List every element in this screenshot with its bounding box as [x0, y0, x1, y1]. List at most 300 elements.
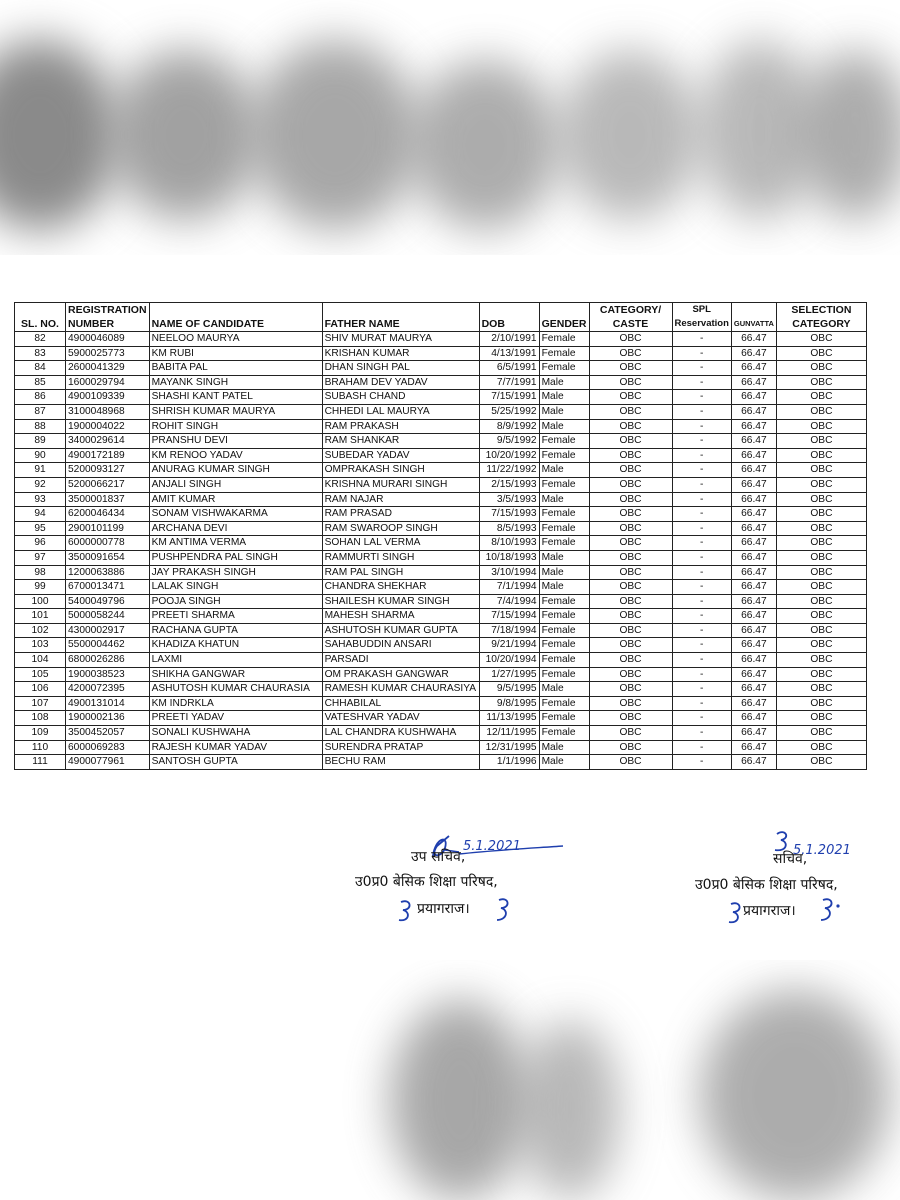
cell-gunvatta: 66.47 — [731, 565, 776, 580]
cell-dob: 9/21/1994 — [479, 638, 539, 653]
cell-selection-category: OBC — [776, 434, 866, 449]
cell-category: OBC — [589, 696, 672, 711]
cell-spl-reservation: - — [672, 434, 731, 449]
cell-spl-reservation: - — [672, 653, 731, 668]
cell-gender: Male — [539, 740, 589, 755]
cell-gunvatta: 66.47 — [731, 492, 776, 507]
col-name-of-candidate: NAME OF CANDIDATE — [149, 303, 322, 332]
cell-dob: 8/5/1993 — [479, 521, 539, 536]
cell-father-name: SOHAN LAL VERMA — [322, 536, 479, 551]
cell-dob: 2/15/1993 — [479, 477, 539, 492]
cell-selection-category: OBC — [776, 404, 866, 419]
cell-selection-category: OBC — [776, 477, 866, 492]
cell-spl-reservation: - — [672, 682, 731, 697]
cell-gunvatta: 66.47 — [731, 623, 776, 638]
cell-selection-category: OBC — [776, 740, 866, 755]
cell-spl-reservation: - — [672, 623, 731, 638]
cell-gunvatta: 66.47 — [731, 726, 776, 741]
cell-selection-category: OBC — [776, 492, 866, 507]
col-gunvatta: GUNVATTA — [731, 303, 776, 332]
col-category-caste: CATEGORY/ CASTE — [589, 303, 672, 332]
table-row — [15, 361, 867, 376]
table-row — [15, 448, 867, 463]
table-row — [15, 653, 867, 668]
cell-father-name: RAM SWAROOP SINGH — [322, 521, 479, 536]
cell-category: OBC — [589, 390, 672, 405]
cell-registration-number: 4900109339 — [66, 390, 150, 405]
cell-category: OBC — [589, 361, 672, 376]
cell-father-name: KRISHAN KUMAR — [322, 346, 479, 361]
cell-spl-reservation: - — [672, 375, 731, 390]
cell-candidate-name: SONAM VISHWAKARMA — [149, 507, 322, 522]
cell-selection-category: OBC — [776, 332, 866, 347]
cell-registration-number: 3500091654 — [66, 550, 150, 565]
table-row — [15, 419, 867, 434]
cell-spl-reservation: - — [672, 565, 731, 580]
cell-gender: Female — [539, 696, 589, 711]
cell-registration-number: 6000069283 — [66, 740, 150, 755]
cell-spl-reservation: - — [672, 580, 731, 595]
cell-selection-category: OBC — [776, 361, 866, 376]
cell-selection-category: OBC — [776, 682, 866, 697]
cell-gunvatta: 66.47 — [731, 711, 776, 726]
cell-candidate-name: BABITA PAL — [149, 361, 322, 376]
cell-candidate-name: SHASHI KANT PATEL — [149, 390, 322, 405]
col-registration-number: REGISTRATION NUMBER — [66, 303, 150, 332]
cell-gunvatta: 66.47 — [731, 434, 776, 449]
cell-candidate-name: KM INDRKLA — [149, 696, 322, 711]
cell-gender: Female — [539, 623, 589, 638]
cell-sl-no: 109 — [15, 726, 66, 741]
cell-candidate-name: ROHIT SINGH — [149, 419, 322, 434]
cell-dob: 1/1/1996 — [479, 755, 539, 770]
cell-father-name: ASHUTOSH KUMAR GUPTA — [322, 623, 479, 638]
cell-gender: Female — [539, 594, 589, 609]
cell-spl-reservation: - — [672, 361, 731, 376]
cell-spl-reservation: - — [672, 667, 731, 682]
cell-candidate-name: ASHUTOSH KUMAR CHAURASIA — [149, 682, 322, 697]
cell-sl-no: 95 — [15, 521, 66, 536]
cell-category: OBC — [589, 740, 672, 755]
cell-category: OBC — [589, 550, 672, 565]
signature-block-deputy-secretary — [355, 830, 565, 940]
signature-city-right: प्रयागराज। — [743, 903, 796, 919]
cell-selection-category: OBC — [776, 346, 866, 361]
cell-spl-reservation: - — [672, 419, 731, 434]
cell-category: OBC — [589, 565, 672, 580]
cell-category: OBC — [589, 332, 672, 347]
cell-sl-no: 102 — [15, 623, 66, 638]
cell-sl-no: 108 — [15, 711, 66, 726]
blurred-header-region — [0, 0, 900, 255]
cell-gunvatta: 66.47 — [731, 361, 776, 376]
cell-sl-no: 97 — [15, 550, 66, 565]
cell-candidate-name: SHRISH KUMAR MAURYA — [149, 404, 322, 419]
cell-gender: Female — [539, 638, 589, 653]
table-row — [15, 434, 867, 449]
cell-candidate-name: RAJESH KUMAR YADAV — [149, 740, 322, 755]
blurred-footer-region — [0, 960, 900, 1200]
cell-candidate-name: KHADIZA KHATUN — [149, 638, 322, 653]
cell-registration-number: 4900077961 — [66, 755, 150, 770]
table-row — [15, 594, 867, 609]
cell-gunvatta: 66.47 — [731, 594, 776, 609]
cell-sl-no: 103 — [15, 638, 66, 653]
table-row — [15, 332, 867, 347]
cell-registration-number: 1200063886 — [66, 565, 150, 580]
table-row — [15, 755, 867, 770]
cell-candidate-name: PRANSHU DEVI — [149, 434, 322, 449]
table-row — [15, 550, 867, 565]
table-row — [15, 682, 867, 697]
table-row — [15, 346, 867, 361]
cell-candidate-name: POOJA SINGH — [149, 594, 322, 609]
cell-gunvatta: 66.47 — [731, 375, 776, 390]
cell-category: OBC — [589, 419, 672, 434]
signature-block-secretary — [695, 832, 900, 942]
cell-sl-no: 91 — [15, 463, 66, 478]
cell-candidate-name: PUSHPENDRA PAL SINGH — [149, 550, 322, 565]
cell-registration-number: 3500001837 — [66, 492, 150, 507]
cell-gunvatta: 66.47 — [731, 740, 776, 755]
cell-father-name: OM PRAKASH GANGWAR — [322, 667, 479, 682]
cell-dob: 11/13/1995 — [479, 711, 539, 726]
cell-dob: 7/4/1994 — [479, 594, 539, 609]
table-row — [15, 740, 867, 755]
cell-selection-category: OBC — [776, 653, 866, 668]
cell-registration-number: 5500004462 — [66, 638, 150, 653]
signature-city-left: प्रयागराज। — [417, 901, 470, 917]
cell-father-name: RAM SHANKAR — [322, 434, 479, 449]
cell-gender: Female — [539, 609, 589, 624]
cell-father-name: CHANDRA SHEKHAR — [322, 580, 479, 595]
cell-category: OBC — [589, 667, 672, 682]
cell-gunvatta: 66.47 — [731, 419, 776, 434]
cell-category: OBC — [589, 346, 672, 361]
cell-category: OBC — [589, 638, 672, 653]
cell-sl-no: 87 — [15, 404, 66, 419]
cell-sl-no: 90 — [15, 448, 66, 463]
cell-category: OBC — [589, 404, 672, 419]
cell-spl-reservation: - — [672, 346, 731, 361]
cell-father-name: SAHABUDDIN ANSARI — [322, 638, 479, 653]
cell-category: OBC — [589, 507, 672, 522]
cell-registration-number: 6800026286 — [66, 653, 150, 668]
cell-registration-number: 5200093127 — [66, 463, 150, 478]
cell-gender: Female — [539, 667, 589, 682]
cell-spl-reservation: - — [672, 609, 731, 624]
cell-category: OBC — [589, 682, 672, 697]
cell-sl-no: 101 — [15, 609, 66, 624]
cell-father-name: RAMESH KUMAR CHAURASIYA — [322, 682, 479, 697]
cell-father-name: SUBEDAR YADAV — [322, 448, 479, 463]
cell-category: OBC — [589, 711, 672, 726]
cell-gender: Female — [539, 507, 589, 522]
cell-father-name: SHAILESH KUMAR SINGH — [322, 594, 479, 609]
cell-sl-no: 104 — [15, 653, 66, 668]
cell-gunvatta: 66.47 — [731, 521, 776, 536]
table-row — [15, 390, 867, 405]
cell-sl-no: 94 — [15, 507, 66, 522]
cell-spl-reservation: - — [672, 521, 731, 536]
cell-dob: 8/9/1992 — [479, 419, 539, 434]
cell-registration-number: 4900172189 — [66, 448, 150, 463]
cell-selection-category: OBC — [776, 755, 866, 770]
cell-gunvatta: 66.47 — [731, 682, 776, 697]
table-row — [15, 477, 867, 492]
initial-mark-left — [395, 896, 417, 924]
cell-father-name: RAMMURTI SINGH — [322, 550, 479, 565]
cell-dob: 10/20/1992 — [479, 448, 539, 463]
cell-gunvatta: 66.47 — [731, 536, 776, 551]
cell-gender: Female — [539, 434, 589, 449]
cell-candidate-name: PREETI SHARMA — [149, 609, 322, 624]
cell-category: OBC — [589, 375, 672, 390]
cell-category: OBC — [589, 448, 672, 463]
table-row — [15, 536, 867, 551]
cell-dob: 12/31/1995 — [479, 740, 539, 755]
cell-father-name: SHIV MURAT MAURYA — [322, 332, 479, 347]
cell-gender: Male — [539, 755, 589, 770]
cell-spl-reservation: - — [672, 594, 731, 609]
cell-gender: Male — [539, 492, 589, 507]
cell-candidate-name: MAYANK SINGH — [149, 375, 322, 390]
cell-gunvatta: 66.47 — [731, 638, 776, 653]
cell-sl-no: 92 — [15, 477, 66, 492]
cell-sl-no: 106 — [15, 682, 66, 697]
cell-gunvatta: 66.47 — [731, 390, 776, 405]
cell-dob: 1/27/1995 — [479, 667, 539, 682]
cell-sl-no: 98 — [15, 565, 66, 580]
cell-registration-number: 6700013471 — [66, 580, 150, 595]
cell-dob: 9/5/1995 — [479, 682, 539, 697]
cell-candidate-name: LALAK SINGH — [149, 580, 322, 595]
cell-selection-category: OBC — [776, 375, 866, 390]
cell-spl-reservation: - — [672, 638, 731, 653]
cell-spl-reservation: - — [672, 536, 731, 551]
signature-date-left: 5.1.2021 — [463, 839, 521, 854]
cell-dob: 9/5/1992 — [479, 434, 539, 449]
cell-candidate-name: ANURAG KUMAR SINGH — [149, 463, 322, 478]
cell-dob: 12/11/1995 — [479, 726, 539, 741]
cell-registration-number: 4300002917 — [66, 623, 150, 638]
cell-spl-reservation: - — [672, 332, 731, 347]
cell-selection-category: OBC — [776, 711, 866, 726]
cell-registration-number: 2600041329 — [66, 361, 150, 376]
cell-dob: 7/15/1993 — [479, 507, 539, 522]
cell-father-name: DHAN SINGH PAL — [322, 361, 479, 376]
cell-category: OBC — [589, 653, 672, 668]
cell-gunvatta: 66.47 — [731, 580, 776, 595]
table-row — [15, 507, 867, 522]
cell-category: OBC — [589, 580, 672, 595]
cell-selection-category: OBC — [776, 463, 866, 478]
cell-dob: 7/1/1994 — [479, 580, 539, 595]
cell-registration-number: 6000000778 — [66, 536, 150, 551]
cell-dob: 7/18/1994 — [479, 623, 539, 638]
cell-gender: Male — [539, 580, 589, 595]
cell-candidate-name: SONALI KUSHWAHA — [149, 726, 322, 741]
cell-candidate-name: ANJALI SINGH — [149, 477, 322, 492]
cell-selection-category: OBC — [776, 580, 866, 595]
cell-category: OBC — [589, 477, 672, 492]
col-selection-category: SELECTION CATEGORY — [776, 303, 866, 332]
cell-spl-reservation: - — [672, 492, 731, 507]
cell-spl-reservation: - — [672, 463, 731, 478]
cell-category: OBC — [589, 609, 672, 624]
cell-sl-no: 82 — [15, 332, 66, 347]
cell-category: OBC — [589, 536, 672, 551]
cell-gunvatta: 66.47 — [731, 696, 776, 711]
cell-gunvatta: 66.47 — [731, 448, 776, 463]
table-row — [15, 696, 867, 711]
cell-father-name: LAL CHANDRA KUSHWAHA — [322, 726, 479, 741]
cell-gunvatta: 66.47 — [731, 463, 776, 478]
cell-father-name: RAM NAJAR — [322, 492, 479, 507]
cell-father-name: CHHABILAL — [322, 696, 479, 711]
signature-org-right: उ0प्र0 बेसिक शिक्षा परिषद, — [695, 877, 838, 893]
cell-registration-number: 1900002136 — [66, 711, 150, 726]
cell-registration-number: 5900025773 — [66, 346, 150, 361]
cell-spl-reservation: - — [672, 477, 731, 492]
cell-category: OBC — [589, 726, 672, 741]
cell-father-name: RAM PRAKASH — [322, 419, 479, 434]
cell-gender: Female — [539, 477, 589, 492]
cell-gender: Female — [539, 521, 589, 536]
table-row — [15, 521, 867, 536]
cell-sl-no: 93 — [15, 492, 66, 507]
cell-candidate-name: JAY PRAKASH SINGH — [149, 565, 322, 580]
cell-category: OBC — [589, 463, 672, 478]
cell-dob: 6/5/1991 — [479, 361, 539, 376]
cell-registration-number: 1900004022 — [66, 419, 150, 434]
cell-gender: Male — [539, 682, 589, 697]
cell-registration-number: 3500452057 — [66, 726, 150, 741]
cell-candidate-name: KM RENOO YADAV — [149, 448, 322, 463]
cell-gender: Female — [539, 726, 589, 741]
cell-category: OBC — [589, 492, 672, 507]
cell-spl-reservation: - — [672, 404, 731, 419]
cell-registration-number: 4900131014 — [66, 696, 150, 711]
cell-dob: 9/8/1995 — [479, 696, 539, 711]
cell-sl-no: 111 — [15, 755, 66, 770]
initial-mark-left-end — [493, 894, 515, 924]
cell-candidate-name: LAXMI — [149, 653, 322, 668]
cell-spl-reservation: - — [672, 726, 731, 741]
cell-selection-category: OBC — [776, 696, 866, 711]
cell-gunvatta: 66.47 — [731, 653, 776, 668]
cell-gender: Female — [539, 448, 589, 463]
cell-selection-category: OBC — [776, 448, 866, 463]
cell-selection-category: OBC — [776, 550, 866, 565]
signature-date-right: 5.1.2021 — [793, 843, 851, 858]
cell-gender: Male — [539, 550, 589, 565]
cell-registration-number: 2900101199 — [66, 521, 150, 536]
cell-candidate-name: RACHANA GUPTA — [149, 623, 322, 638]
initial-mark-right-end — [817, 894, 843, 924]
cell-selection-category: OBC — [776, 609, 866, 624]
cell-sl-no: 96 — [15, 536, 66, 551]
table-row — [15, 623, 867, 638]
cell-gender: Female — [539, 653, 589, 668]
cell-father-name: MAHESH SHARMA — [322, 609, 479, 624]
cell-dob: 2/10/1991 — [479, 332, 539, 347]
col-sl-no: SL. NO. — [15, 303, 66, 332]
cell-registration-number: 5200066217 — [66, 477, 150, 492]
cell-dob: 8/10/1993 — [479, 536, 539, 551]
cell-spl-reservation: - — [672, 696, 731, 711]
table-row — [15, 667, 867, 682]
cell-candidate-name: PREETI YADAV — [149, 711, 322, 726]
cell-gender: Female — [539, 536, 589, 551]
cell-dob: 10/18/1993 — [479, 550, 539, 565]
cell-candidate-name: SANTOSH GUPTA — [149, 755, 322, 770]
col-spl-reservation: SPL Reservation — [672, 303, 731, 332]
cell-gender: Male — [539, 463, 589, 478]
results-table — [14, 302, 867, 770]
cell-gender: Male — [539, 565, 589, 580]
cell-gender: Male — [539, 419, 589, 434]
cell-spl-reservation: - — [672, 550, 731, 565]
table-row — [15, 726, 867, 741]
cell-registration-number: 5000058244 — [66, 609, 150, 624]
cell-father-name: PARSADI — [322, 653, 479, 668]
cell-dob: 3/10/1994 — [479, 565, 539, 580]
cell-gunvatta: 66.47 — [731, 667, 776, 682]
cell-gender: Female — [539, 711, 589, 726]
cell-category: OBC — [589, 521, 672, 536]
cell-dob: 7/7/1991 — [479, 375, 539, 390]
cell-sl-no: 86 — [15, 390, 66, 405]
table-row — [15, 492, 867, 507]
cell-registration-number: 1600029794 — [66, 375, 150, 390]
cell-gunvatta: 66.47 — [731, 477, 776, 492]
cell-category: OBC — [589, 755, 672, 770]
cell-father-name: KRISHNA MURARI SINGH — [322, 477, 479, 492]
col-gender: GENDER — [539, 303, 589, 332]
cell-candidate-name: ARCHANA DEVI — [149, 521, 322, 536]
table-body — [15, 332, 867, 770]
col-dob: DOB — [479, 303, 539, 332]
cell-registration-number: 6200046434 — [66, 507, 150, 522]
cell-category: OBC — [589, 594, 672, 609]
cell-selection-category: OBC — [776, 521, 866, 536]
cell-category: OBC — [589, 434, 672, 449]
cell-sl-no: 99 — [15, 580, 66, 595]
cell-candidate-name: SHIKHA GANGWAR — [149, 667, 322, 682]
cell-sl-no: 89 — [15, 434, 66, 449]
cell-gunvatta: 66.47 — [731, 404, 776, 419]
cell-sl-no: 83 — [15, 346, 66, 361]
cell-father-name: SUBASH CHAND — [322, 390, 479, 405]
table-row — [15, 638, 867, 653]
cell-registration-number: 1900038523 — [66, 667, 150, 682]
cell-registration-number: 5400049796 — [66, 594, 150, 609]
cell-dob: 10/20/1994 — [479, 653, 539, 668]
signature-title-right: सचिव, — [773, 851, 808, 867]
table-row — [15, 565, 867, 580]
cell-gender: Male — [539, 375, 589, 390]
cell-candidate-name: AMIT KUMAR — [149, 492, 322, 507]
signature-title-left: उप सचिव, — [411, 849, 466, 865]
cell-gunvatta: 66.47 — [731, 609, 776, 624]
cell-father-name: OMPRAKASH SINGH — [322, 463, 479, 478]
cell-spl-reservation: - — [672, 711, 731, 726]
cell-father-name: BRAHAM DEV YADAV — [322, 375, 479, 390]
cell-registration-number: 3400029614 — [66, 434, 150, 449]
cell-dob: 11/22/1992 — [479, 463, 539, 478]
cell-sl-no: 105 — [15, 667, 66, 682]
